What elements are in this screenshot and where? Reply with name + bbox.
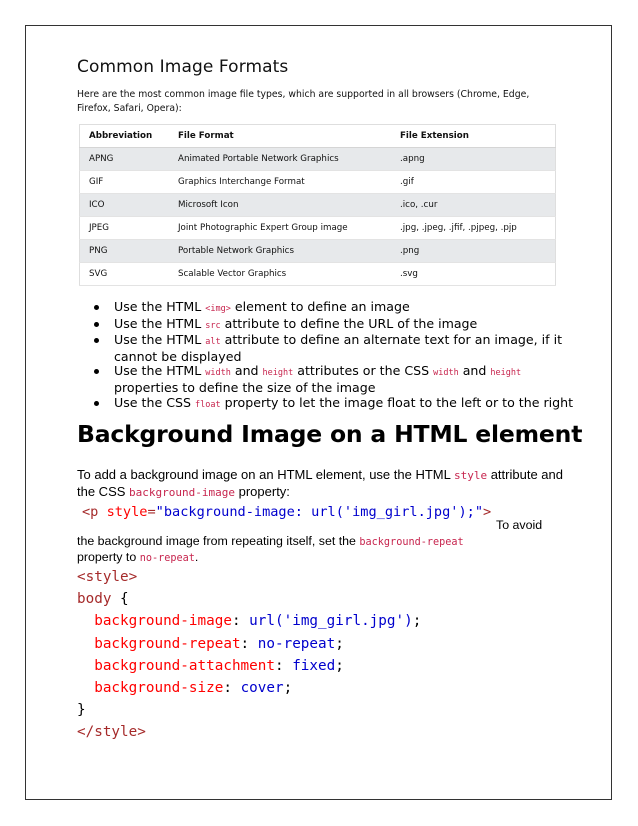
code-tag-close: > <box>483 504 492 520</box>
paragraph-text: . <box>194 550 199 564</box>
code-selector: body <box>77 591 112 608</box>
paragraph-lead-text: To avoid <box>496 518 543 532</box>
code-attribute: style <box>106 504 148 520</box>
table-cell: APNG <box>80 148 170 171</box>
code-value: fixed <box>292 657 336 674</box>
bullet-text: and <box>230 363 263 379</box>
table-cell: GIF <box>80 171 170 194</box>
intro-text: Here are the most common image file types, which are supported in all browsers (Chrome, Edge, Firefox, Safari, Opera): <box>77 89 530 114</box>
table-row <box>80 148 556 171</box>
bullet-text: Use the HTML <box>114 299 206 314</box>
code-example-line <box>82 504 491 520</box>
table-cell: .ico, .cur <box>391 194 556 217</box>
inline-code: height <box>490 368 522 379</box>
inline-code: no-repeat <box>139 553 195 564</box>
code-line <box>77 566 421 588</box>
bullet-text: property to let the image float to the left or to the right <box>220 394 574 410</box>
table-cell: .apng <box>391 148 556 171</box>
bullet-list <box>77 300 577 412</box>
table-cell: JPEG <box>80 217 170 240</box>
bullet-text: attribute to define the URL of the image <box>220 315 478 331</box>
code-brace-open: { <box>120 591 129 608</box>
code-attribute-value: "background-image: url('img_girl.jpg');" <box>155 504 484 520</box>
no-repeat-paragraph <box>77 534 497 566</box>
code-property: background-attachment <box>94 657 275 674</box>
inline-code: src <box>205 320 221 331</box>
table-header-cell: Abbreviation <box>80 125 170 148</box>
code-value: no-repeat <box>257 635 336 652</box>
table-cell: Portable Network Graphics <box>169 240 391 263</box>
document-page <box>25 25 612 800</box>
table-header-cell: File Format <box>169 125 391 148</box>
code-line <box>77 721 421 743</box>
background-intro-paragraph <box>77 467 572 501</box>
table-header-cell: File Extension <box>391 125 556 148</box>
bullet-text: Use the HTML <box>114 315 206 331</box>
bullet-text: Use the HTML <box>114 363 206 379</box>
bullet-text: and <box>458 363 491 379</box>
paragraph-text: property to <box>77 550 140 564</box>
code-tag-open: <p <box>82 504 107 520</box>
table-cell: ICO <box>80 194 170 217</box>
inline-code: float <box>195 399 221 410</box>
bullet-text: attributes or the CSS <box>293 363 434 379</box>
code-style-open-tag: <style> <box>77 569 138 585</box>
css-code-block <box>77 566 421 744</box>
table-cell: Animated Portable Network Graphics <box>169 148 391 171</box>
list-item <box>77 300 577 317</box>
paragraph-text: To add a background image on an HTML element, use the HTML <box>77 467 454 482</box>
inline-code: width <box>205 368 231 379</box>
table-cell: SVG <box>80 263 170 286</box>
table-row <box>80 240 556 263</box>
paragraph-text: the background image from repeating itself, set the <box>77 534 360 548</box>
code-property: background-image <box>94 613 232 630</box>
bullet-text: Use the CSS <box>114 394 195 410</box>
code-line: background-repeat: no-repeat; <box>94 635 344 652</box>
table-row <box>80 171 556 194</box>
section-heading: Common Image Formats <box>77 57 289 77</box>
code-line: background-size: cover; <box>94 680 293 697</box>
code-line: background-attachment: fixed; <box>94 657 344 674</box>
table-cell: .jpg, .jpeg, .jfif, .pjpeg, .pjp <box>391 217 556 240</box>
table-cell: PNG <box>80 240 170 263</box>
inline-code: background-repeat <box>359 537 464 548</box>
bullet-text: properties to define the size of the image <box>114 379 376 395</box>
background-image-heading: Background Image on a HTML element <box>77 420 583 448</box>
list-item <box>77 317 577 334</box>
paragraph-text: property: <box>235 484 290 499</box>
inline-code: alt <box>205 337 221 348</box>
bullet-text: attribute to define an alternate text for an image, if it cannot be displayed <box>114 332 563 364</box>
inline-code: width <box>433 368 459 379</box>
inline-code: height <box>262 368 294 379</box>
code-equals: = <box>147 504 156 520</box>
code-line: background-image: url('img_girl.jpg'); <box>94 613 422 630</box>
code-value: cover <box>240 680 284 697</box>
table-row <box>80 194 556 217</box>
code-line <box>77 588 421 610</box>
list-item <box>77 364 577 395</box>
table-cell: Graphics Interchange Format <box>169 171 391 194</box>
bullet-text: Use the HTML <box>114 332 206 348</box>
list-item <box>77 396 577 413</box>
code-brace-close: } <box>77 702 86 719</box>
list-item <box>77 333 577 364</box>
bullet-text: element to define an image <box>230 299 410 314</box>
code-property: background-size <box>94 680 224 697</box>
table-cell: .png <box>391 240 556 263</box>
inline-code: <img> <box>205 304 231 314</box>
code-style-close-tag: </style> <box>77 724 146 741</box>
code-value: url('img_girl.jpg') <box>249 613 413 630</box>
inline-code: style <box>453 469 488 482</box>
code-line <box>77 699 421 721</box>
table-row <box>80 263 556 286</box>
image-formats-table <box>79 124 556 286</box>
table-cell: Joint Photographic Expert Group image <box>169 217 391 240</box>
paragraph-text: attribute and the CSS <box>77 467 563 499</box>
table-cell: Microsoft Icon <box>169 194 391 217</box>
code-property: background-repeat <box>94 635 241 652</box>
table-cell: .svg <box>391 263 556 286</box>
table-cell: .gif <box>391 171 556 194</box>
table-row <box>80 217 556 240</box>
table-header-row <box>80 125 556 148</box>
inline-code: background-image <box>129 486 235 499</box>
table-cell: Scalable Vector Graphics <box>169 263 391 286</box>
